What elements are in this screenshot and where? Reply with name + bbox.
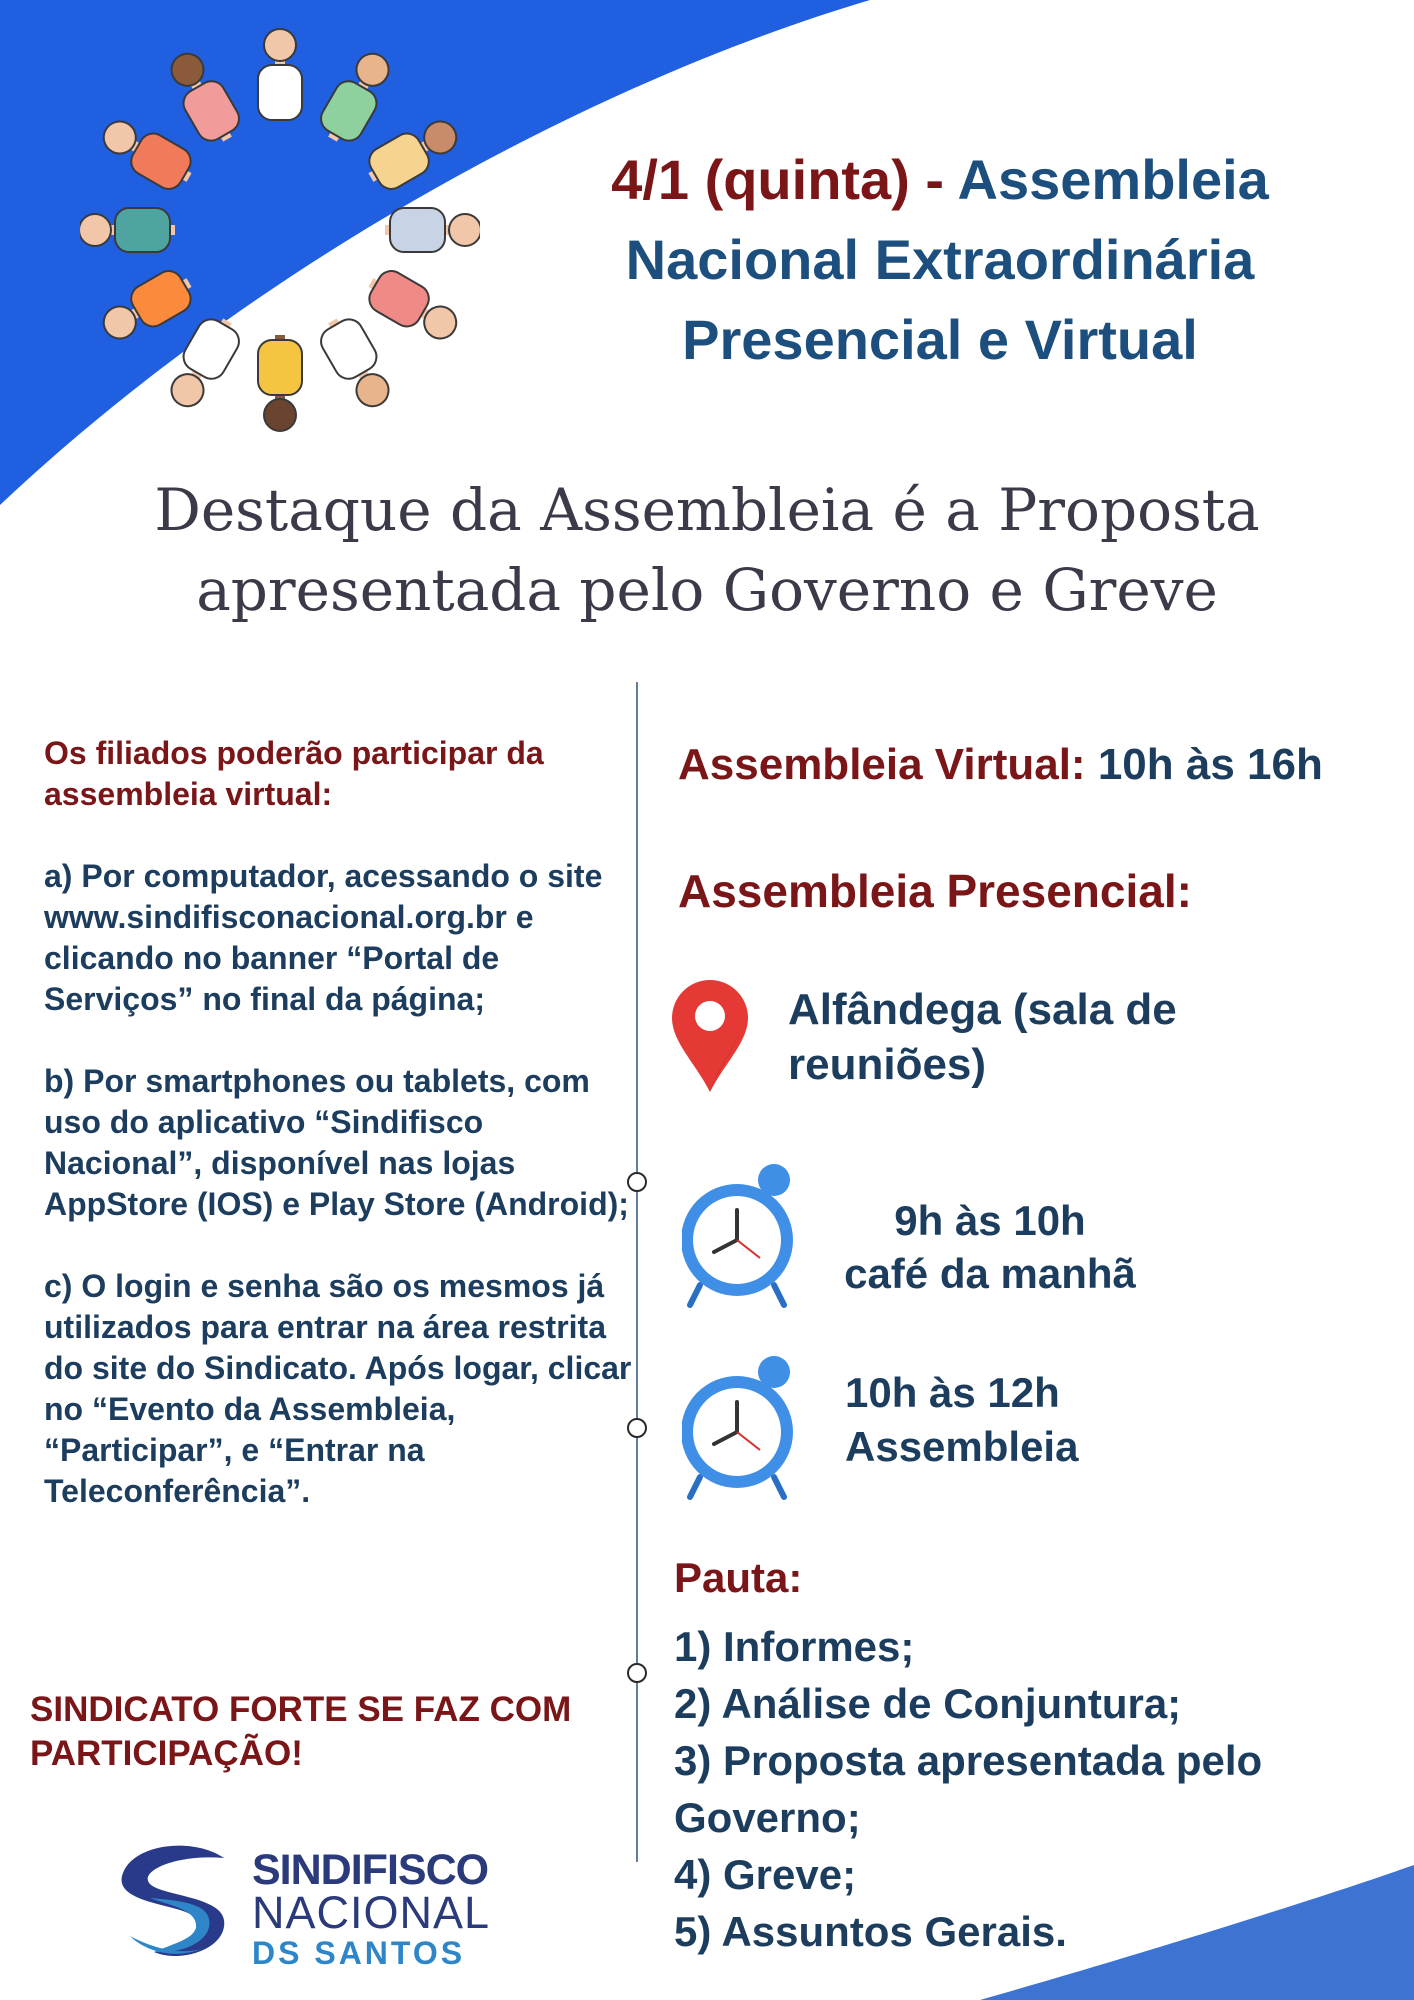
timeline-dot <box>627 1172 647 1192</box>
instruction-item-c: c) O login e senha são os mesmos já utilizados para entrar na área restrita do site do Sindicato. Após logar, clicar no “Evento da Assembleia, “Participar”, e “Entrar na Teleconferência”. <box>44 1268 632 1509</box>
timeline-divider <box>636 682 638 1862</box>
timeline-dot <box>627 1663 647 1683</box>
instruction-item-a: a) Por computador, acessando o site www.sindifisconacional.org.br e clicando no banner “Portal de Serviços” no final da página; <box>44 858 603 1017</box>
slogan: SINDICATO FORTE SE FAZ COM PARTICIPAÇÃO! <box>30 1690 572 1773</box>
logo-text <box>252 1848 490 1972</box>
alarm-clock-icon <box>682 1352 802 1502</box>
location-text: Alfândega (sala de reuniões) <box>788 985 1177 1089</box>
title-main: Assembleia Nacional Extraordinária Presencial e Virtual <box>625 148 1269 371</box>
location-pin-icon <box>670 980 750 1095</box>
agenda-item: 1) Informes; <box>674 1623 915 1670</box>
agenda-title: Pauta: <box>674 1554 803 1601</box>
agenda-list <box>674 1618 1374 1960</box>
alarm-clock-icon <box>682 1160 802 1310</box>
participation-instructions <box>44 733 634 1553</box>
breakfast-label: café da manhã <box>844 1250 1136 1297</box>
page-subtitle: Destaque da Assembleia é a Proposta apresentada pelo Governo e Greve <box>154 476 1260 624</box>
instructions-intro: Os filiados poderão participar da assembleia virtual: <box>44 735 544 812</box>
instruction-item-b: b) Por smartphones ou tablets, com uso do aplicativo “Sindifisco Nacional”, disponível nas lojas AppStore (IOS) e Play Store (Android); <box>44 1063 629 1222</box>
page-title <box>520 140 1360 380</box>
virtual-label: Assembleia Virtual: <box>678 740 1086 789</box>
timeline-dot <box>627 1418 647 1438</box>
breakfast-hours: 9h às 10h <box>894 1197 1086 1244</box>
presencial-label: Assembleia Presencial: <box>678 865 1192 917</box>
logo-line-3: DS SANTOS <box>252 1935 466 1971</box>
assembly-hours: 10h às 12h <box>845 1369 1060 1416</box>
schedule-assembly <box>845 1366 1245 1474</box>
assembly-label: Assembleia <box>845 1423 1079 1470</box>
agenda-item: 2) Análise de Conjuntura; <box>674 1680 1182 1727</box>
sindifisco-logo <box>112 1840 237 1965</box>
title-date: 4/1 (quinta) - <box>611 148 945 211</box>
agenda-item: 3) Proposta apresentada pelo Governo; <box>674 1737 1263 1841</box>
virtual-assembly <box>678 740 1323 790</box>
logo-line-1: SINDIFISCO <box>252 1846 489 1894</box>
people-circle-illustration <box>80 20 480 440</box>
virtual-time: 10h às 16h <box>1085 740 1323 789</box>
logo-line-2: NACIONAL <box>252 1887 491 1938</box>
agenda-item: 4) Greve; <box>674 1851 857 1898</box>
agenda-item: 5) Assuntos Gerais. <box>674 1908 1067 1955</box>
schedule-breakfast <box>800 1194 1180 1300</box>
